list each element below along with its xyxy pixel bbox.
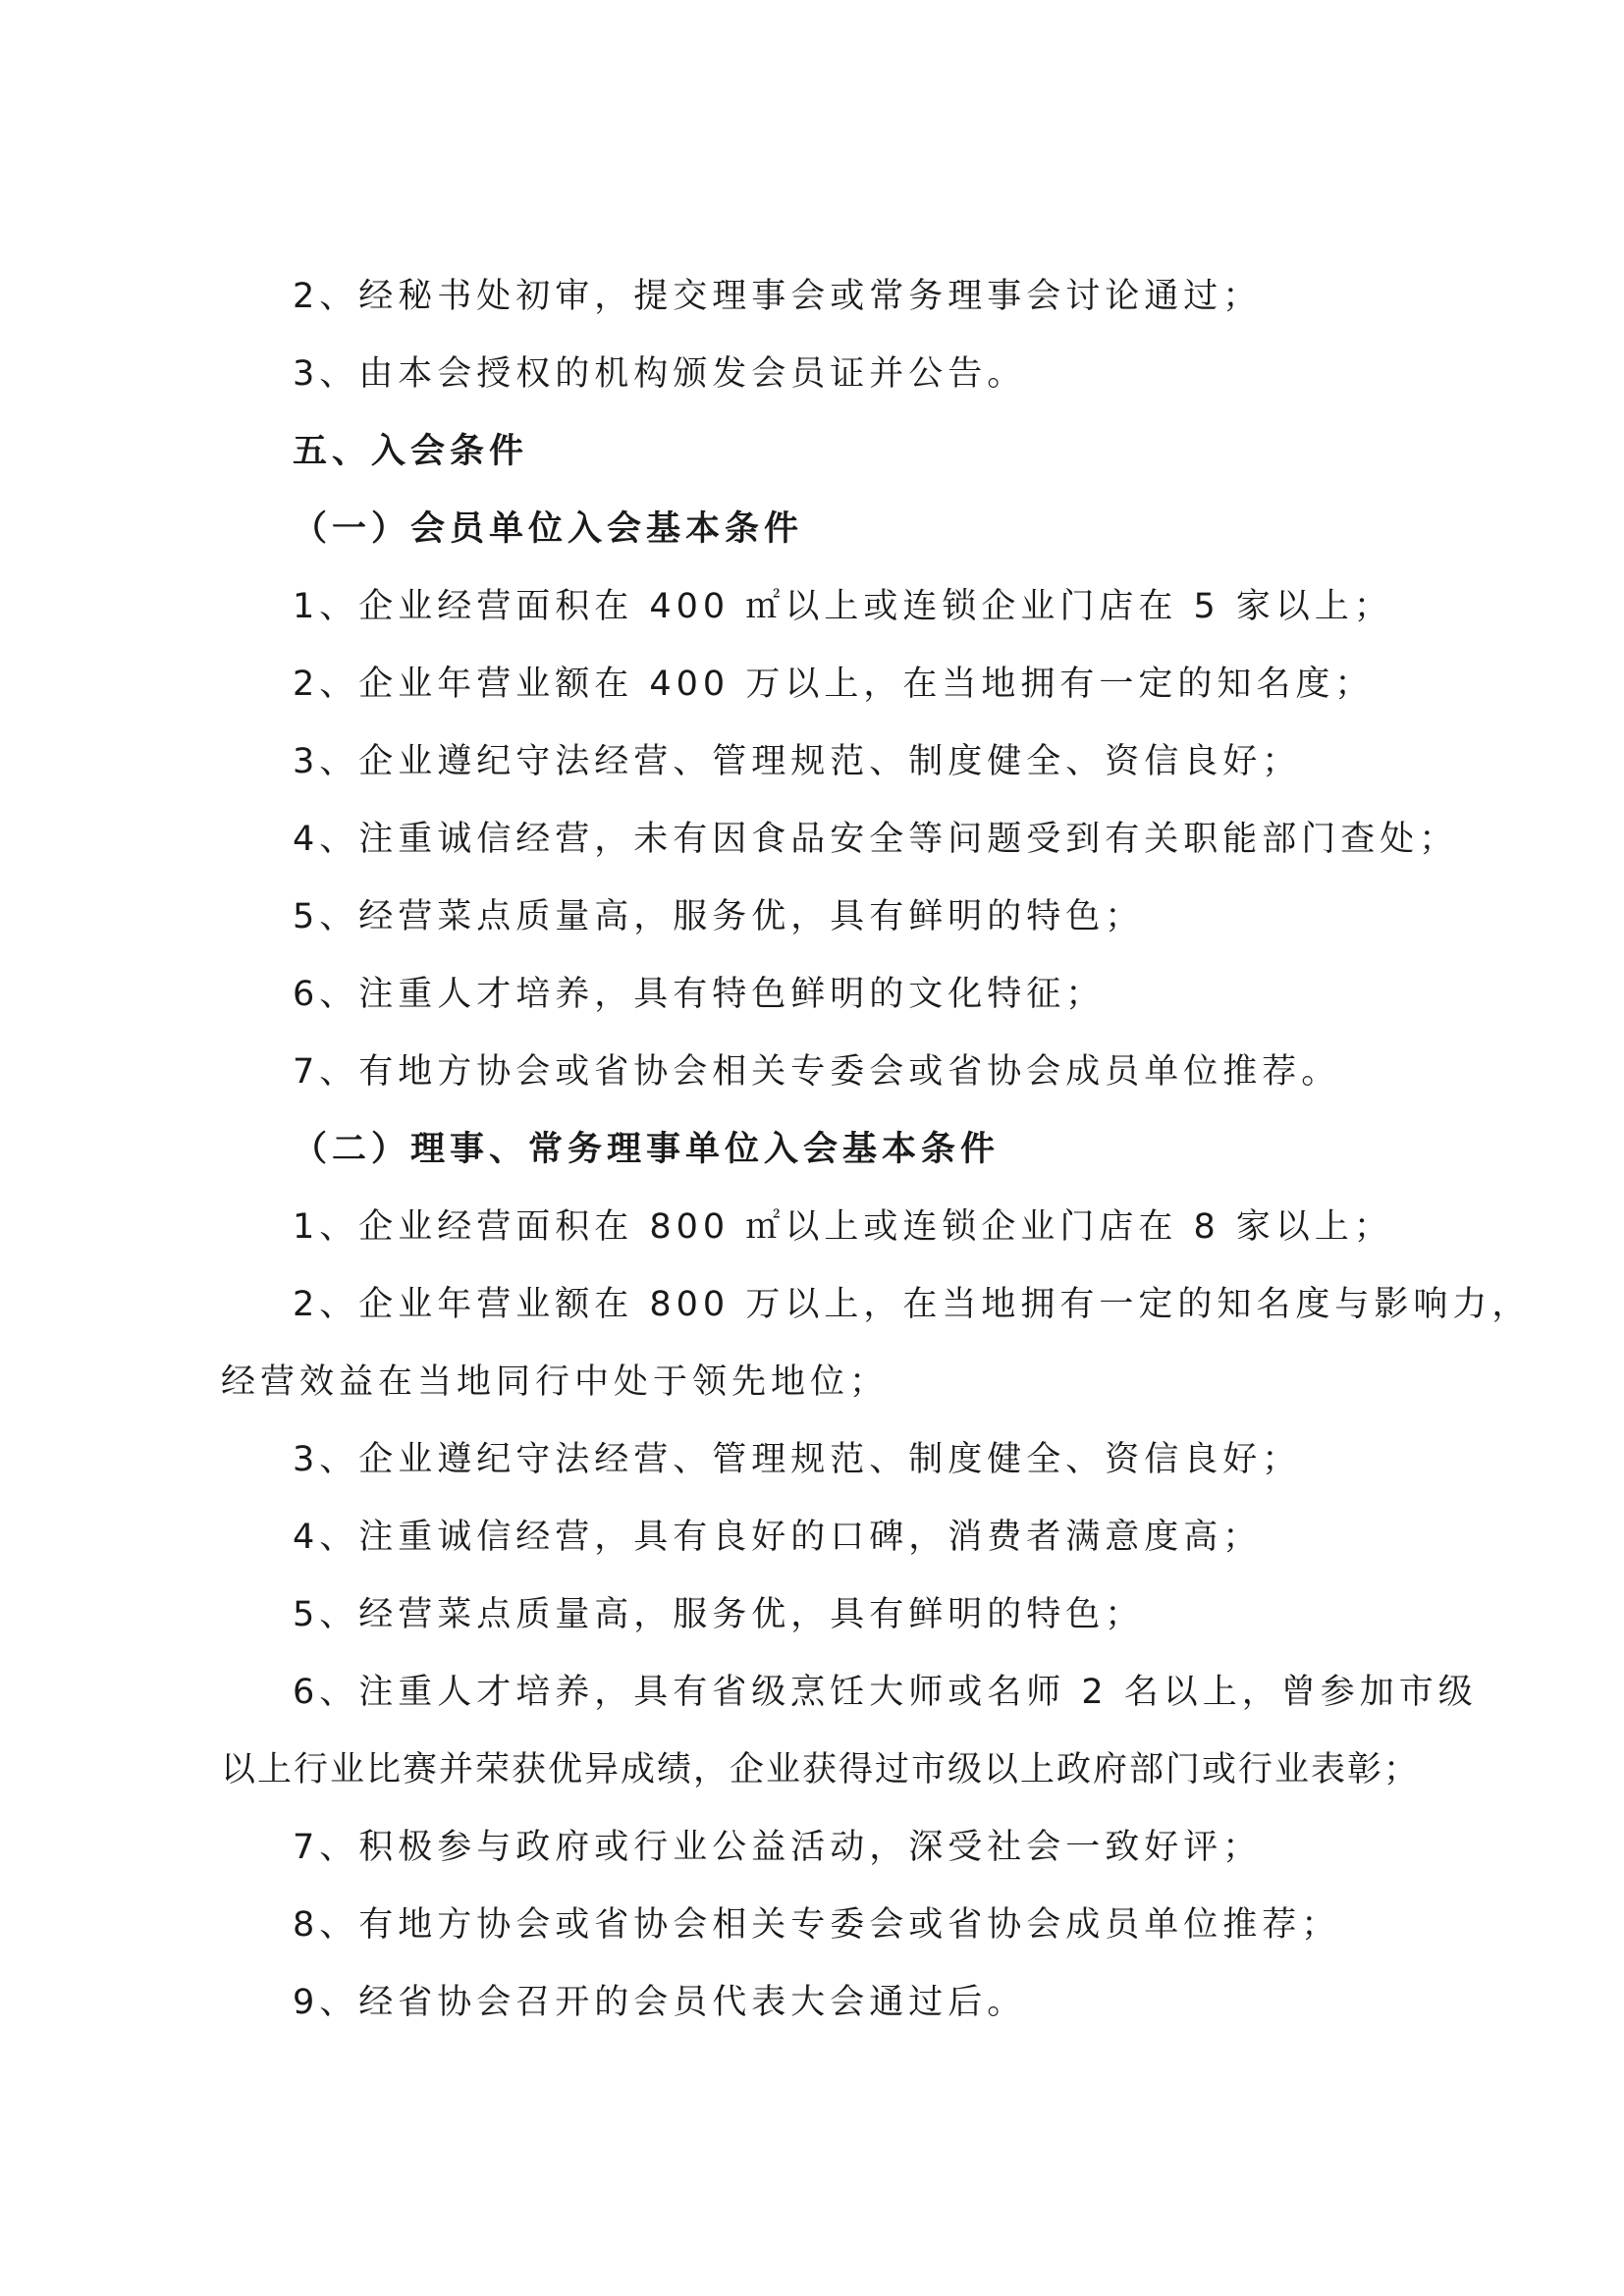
paragraph-line: 4、注重诚信经营，具有良好的口碑，消费者满意度高； [293,1518,1263,1557]
paragraph-line: 8、有地方协会或省协会相关专委会或省协会成员单位推荐； [293,1905,1341,1945]
subsection-heading: （二）理事、常务理事单位入会基本条件 [293,1130,1001,1169]
paragraph-line: 经营效益在当地同行中处于领先地位； [221,1362,890,1402]
paragraph-line: 6、注重人才培养，具有特色鲜明的文化特征； [293,975,1106,1014]
paragraph-line: 以上行业比赛并荣获优异成绩，企业获得过市级以上政府部门或行业表彰； [221,1750,1421,1789]
paragraph-line: 5、经营菜点质量高，服务优，具有鲜明的特色； [293,1595,1145,1634]
paragraph-line: 4、注重诚信经营，未有因食品安全等问题受到有关职能部门查处； [293,820,1459,859]
paragraph-line: 6、注重人才培养，具有省级烹饪大师或名师 2 名以上，曾参加市级 [293,1673,1478,1712]
paragraph-line: 1、企业经营面积在 400 ㎡以上或连锁企业门店在 5 家以上； [293,587,1393,626]
paragraph-line: 3、企业遵纪守法经营、管理规范、制度健全、资信良好； [293,1440,1302,1479]
subsection-heading: （一）会员单位入会基本条件 [293,509,804,549]
paragraph-line: 2、企业年营业额在 800 万以上，在当地拥有一定的知名度与影响力， [293,1285,1532,1324]
paragraph-line: 7、积极参与政府或行业公益活动，深受社会一致好评； [293,1828,1263,1867]
paragraph-line: 7、有地方协会或省协会相关专委会或省协会成员单位推荐。 [293,1052,1341,1092]
paragraph-line: 1、企业经营面积在 800 ㎡以上或连锁企业门店在 8 家以上； [293,1207,1393,1247]
paragraph-line: 2、经秘书处初审，提交理事会或常务理事会讨论通过； [293,277,1263,316]
paragraph-line: 2、企业年营业额在 400 万以上，在当地拥有一定的知名度； [293,665,1375,704]
section-heading: 五、入会条件 [293,432,529,471]
paragraph-line: 3、企业遵纪守法经营、管理规范、制度健全、资信良好； [293,742,1302,781]
paragraph-line: 5、经营菜点质量高，服务优，具有鲜明的特色； [293,897,1145,936]
paragraph-line: 9、经省协会召开的会员代表大会通过后。 [293,1983,1027,2022]
paragraph-line: 3、由本会授权的机构颁发会员证并公告。 [293,354,1027,394]
